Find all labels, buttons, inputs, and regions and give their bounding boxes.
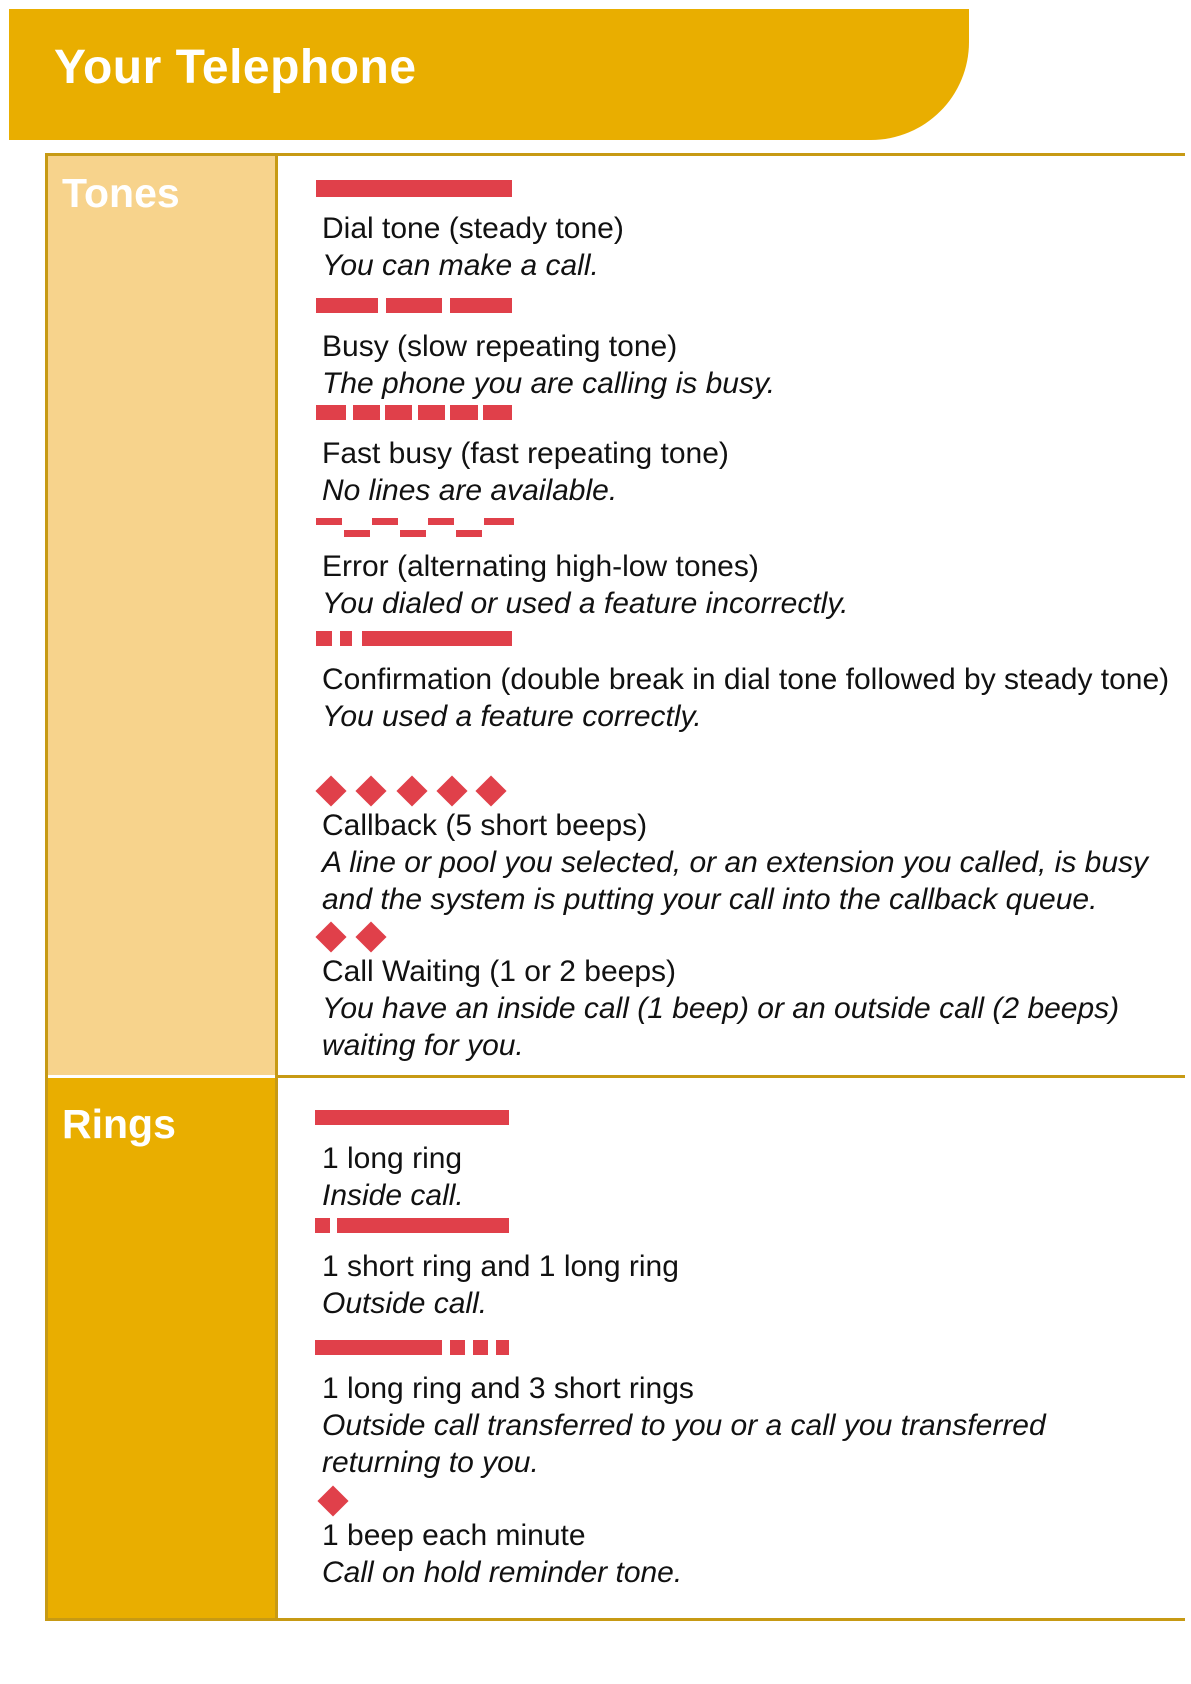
section-label-tones: Tones: [62, 170, 180, 216]
entry-description: You have an inside call (1 beep) or an outside call (2 beeps) waiting for you.: [322, 992, 1120, 1062]
entry-description: The phone you are calling is busy.: [322, 367, 776, 400]
entry-title: Callback (5 short beeps): [322, 809, 648, 842]
long-three-short-ring-pattern-icon: [322, 1340, 1172, 1364]
ring-entry-inside: [322, 1110, 1172, 1214]
section-divider-rule: [275, 1075, 1185, 1078]
entry-title: 1 beep each minute: [322, 1519, 586, 1552]
ring-entry-outside: [322, 1218, 1172, 1322]
section-label-rings: Rings: [62, 1101, 176, 1147]
steady-tone-pattern-icon: [322, 180, 1172, 204]
two-beeps-pattern-icon: [322, 921, 1172, 953]
entry-description: You can make a call.: [322, 249, 599, 282]
entry-description: Inside call.: [322, 1179, 464, 1212]
entry-title: Busy (slow repeating tone): [322, 330, 678, 363]
fast-repeating-pattern-icon: [322, 405, 1172, 429]
entry-title: 1 short ring and 1 long ring: [322, 1250, 679, 1283]
entry-title: 1 long ring and 3 short rings: [322, 1372, 694, 1405]
entry-title: 1 long ring: [322, 1142, 463, 1175]
entry-title: Confirmation (double break in dial tone followed by steady tone): [322, 663, 1170, 696]
table-top-rule: [45, 153, 1185, 156]
page-title: Your Telephone: [54, 41, 417, 94]
short-long-ring-pattern-icon: [322, 1218, 1172, 1242]
ring-entry-hold-reminder: [322, 1485, 1172, 1591]
tone-entry-call-waiting: [322, 921, 1172, 1064]
five-beeps-pattern-icon: [322, 775, 1172, 807]
entry-description: No lines are available.: [322, 474, 618, 507]
entry-title: Fast busy (fast repeating tone): [322, 437, 729, 470]
tone-entry-dial: [322, 180, 1172, 284]
long-ring-pattern-icon: [322, 1110, 1172, 1134]
tone-entry-confirmation: [322, 631, 1172, 735]
entry-title: Error (alternating high-low tones): [322, 550, 759, 583]
slow-repeating-pattern-icon: [322, 298, 1172, 322]
tones-label-band: [47, 155, 275, 1075]
tone-entry-fast-busy: [322, 405, 1172, 509]
entry-description: Outside call.: [322, 1287, 488, 1320]
ring-entry-transferred: [322, 1340, 1172, 1481]
alternating-pattern-icon: [322, 518, 1172, 542]
column-divider-rule: [275, 153, 278, 1621]
entry-description: Call on hold reminder tone.: [322, 1556, 683, 1589]
entry-title: Dial tone (steady tone): [322, 212, 624, 245]
tone-entry-busy: [322, 298, 1172, 402]
entry-title: Call Waiting (1 or 2 beeps): [322, 955, 677, 988]
entry-description: You dialed or used a feature incorrectly.: [322, 587, 849, 620]
rings-label-band: [47, 1078, 275, 1619]
entry-description: You used a feature correctly.: [322, 700, 702, 733]
tone-entry-error: [322, 518, 1172, 622]
table-bottom-rule: [45, 1618, 1185, 1621]
tone-entry-callback: [322, 775, 1172, 918]
one-beep-pattern-icon: [322, 1485, 1172, 1517]
double-break-pattern-icon: [322, 631, 1172, 655]
entry-description: Outside call transferred to you or a call you transferred returning to you.: [322, 1409, 1046, 1479]
entry-description: A line or pool you selected, or an extension you called, is busy and the system is putting your call into the callback queue.: [322, 846, 1149, 916]
table-left-rule: [45, 153, 48, 1621]
